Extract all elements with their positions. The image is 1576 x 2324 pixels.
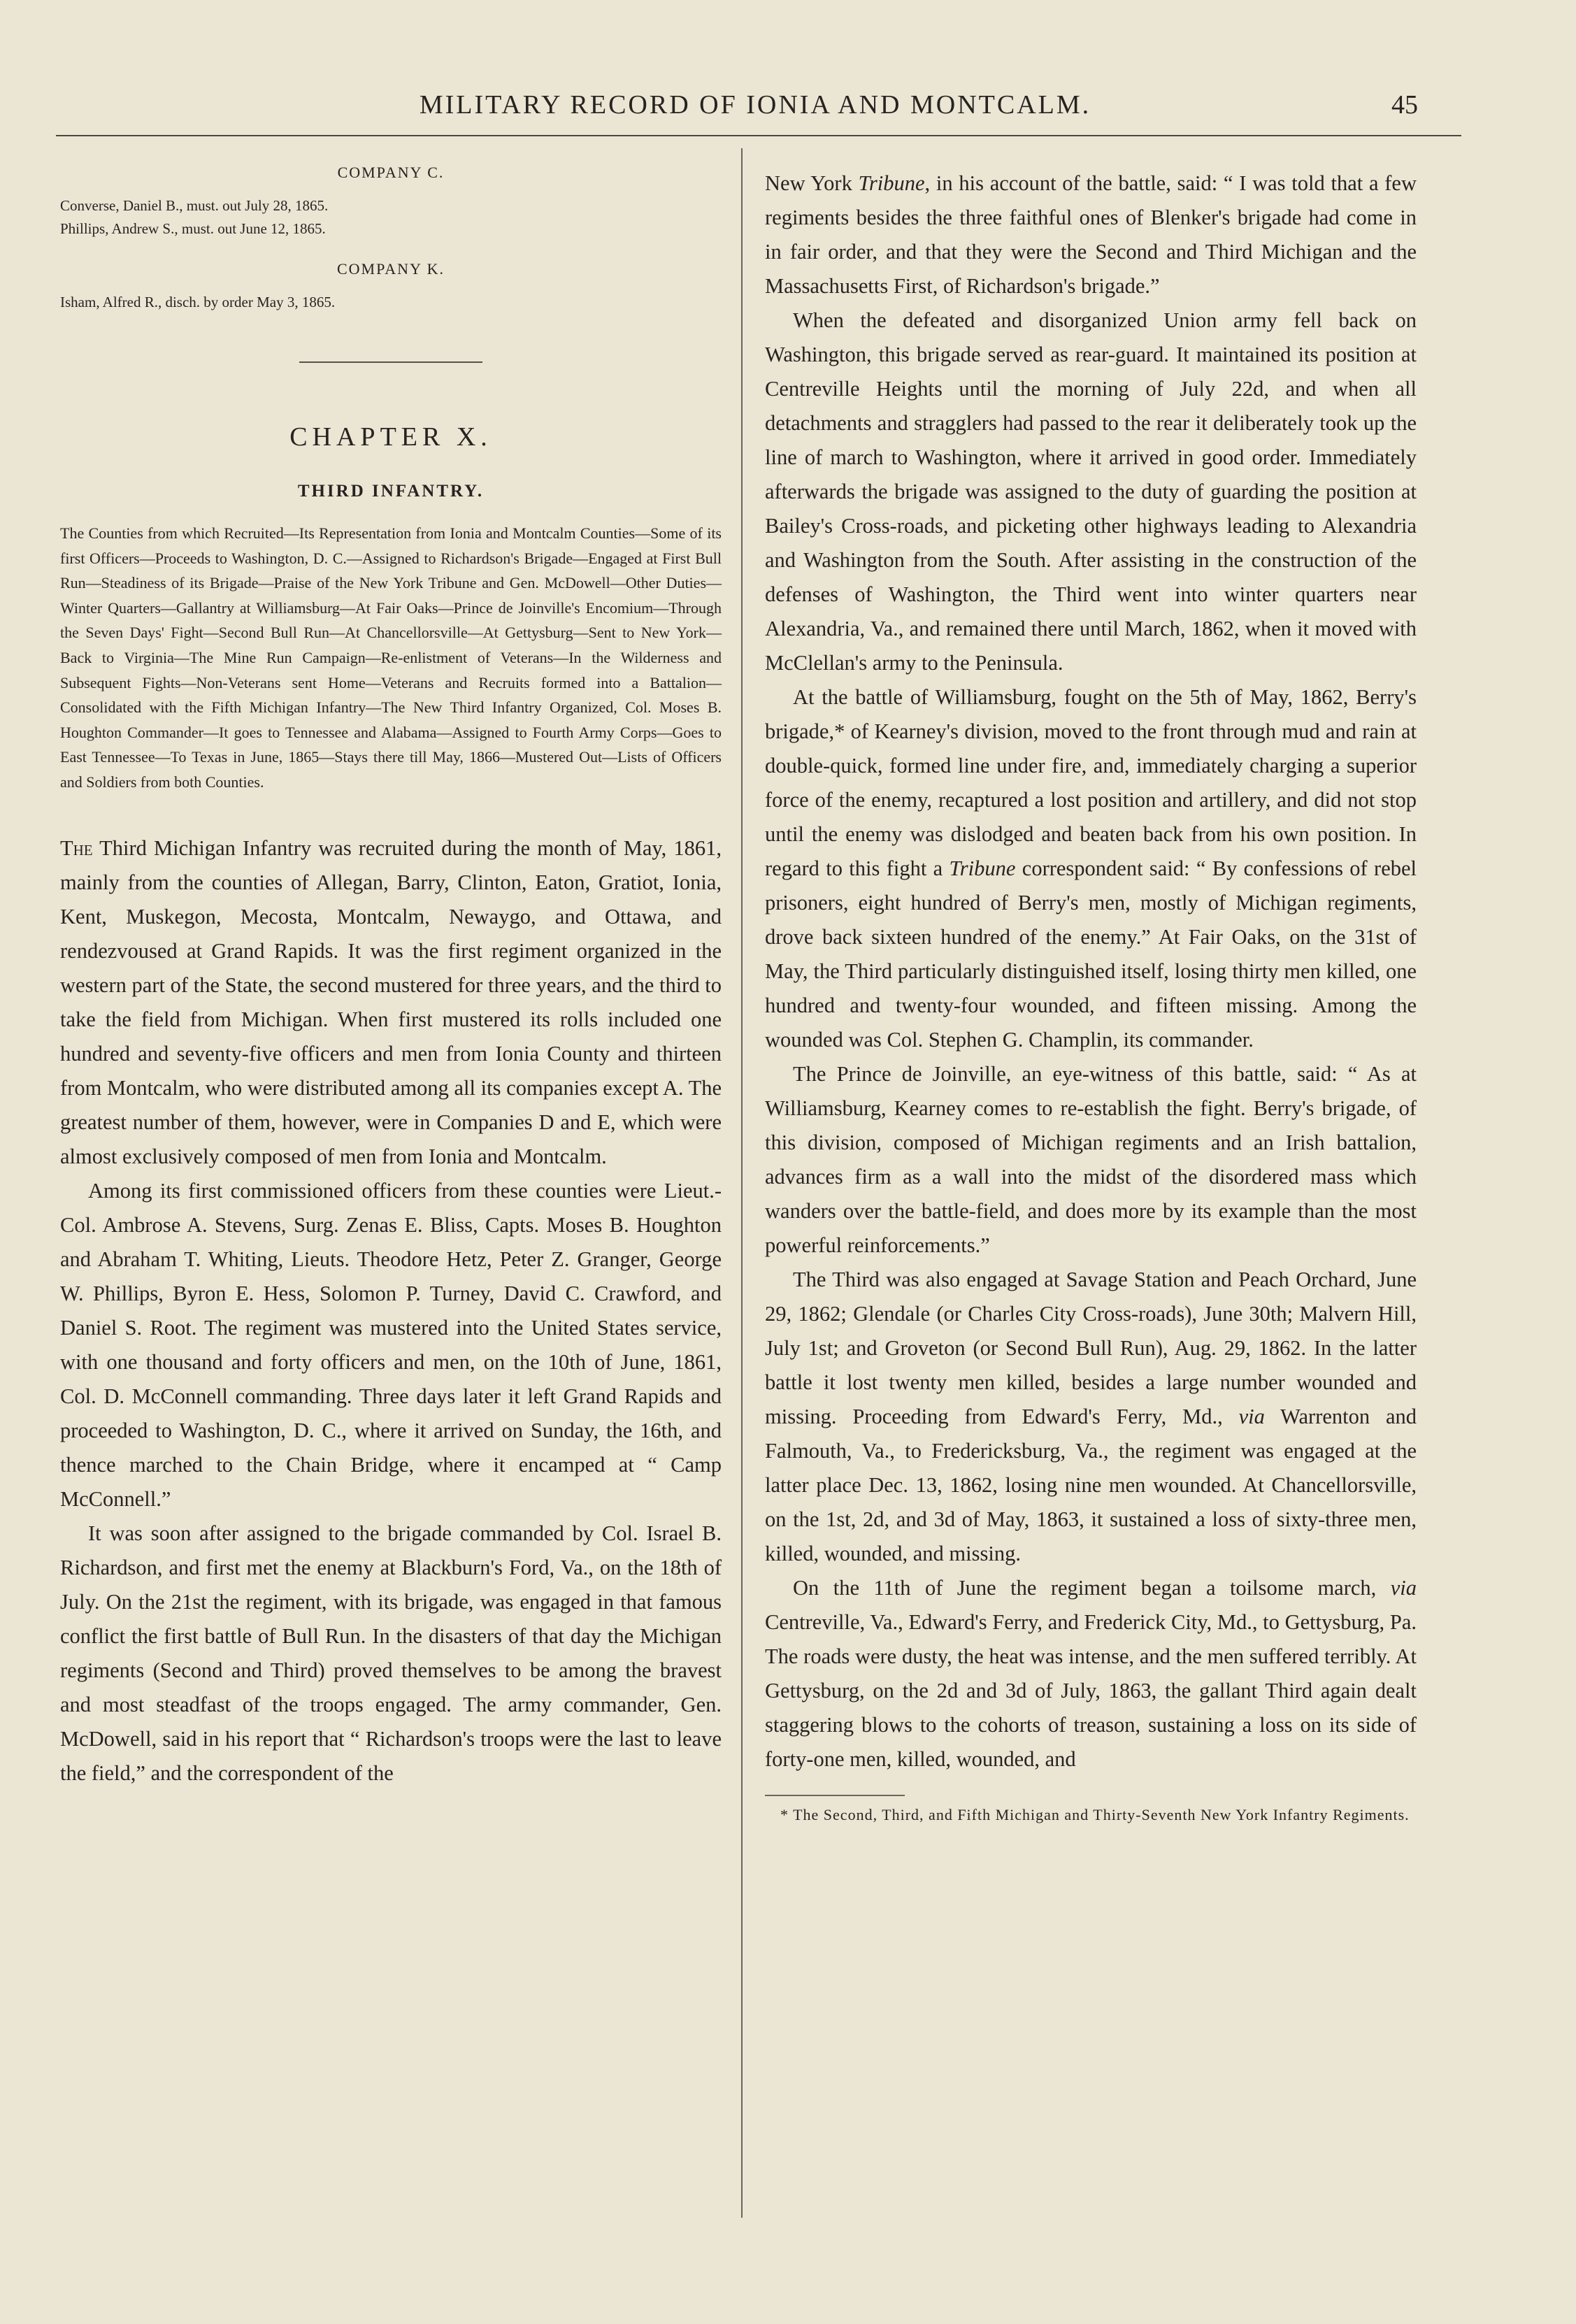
paragraph-text: New York — [765, 171, 859, 195]
paragraph-text: , in his account of the battle, said: “ I was told that a few regiments besides the three faithful ones of Blenker's brigade had come in in fair order, and that they were the Second and Third Michigan and the Massachusetts First, of Richardson's brigade.” — [765, 171, 1417, 298]
paragraph-text: The Third was also engaged at Savage Station and Peach Orchard, June 29, 1862; Glendale (or Charles City Cross-roads), June 30th; Malvern Hill, July 1st; and Groveton (or Second Bull Run), Aug. 29, 1862. In the latter battle it lost twenty men killed, besides a large number wounded and missing. Proceeding from Edward's Ferry, Md., — [765, 1268, 1417, 1428]
body-paragraph — [765, 680, 1417, 1057]
italic-text: via — [1390, 1576, 1417, 1600]
chapter-title: CHAPTER X. — [289, 422, 492, 452]
roster-entry: Phillips, Andrew S., must. out June 12, 1865. — [60, 220, 326, 237]
running-title: MILITARY RECORD OF IONIA AND MONTCALM. — [419, 90, 1091, 120]
footnote-rule — [765, 1795, 905, 1796]
roster-company-c — [60, 164, 722, 241]
paragraph-text: Centreville, Va., Edward's Ferry, and Frederick City, Md., to Gettysburg, Pa. The roads were dusty, the heat was intense, and the men suffered terribly. At Gettysburg, on the 2d and 3d of July, 1863, the gallant Third again dealt staggering blows to the cohorts of treason, sustaining a loss on its side of forty-one men, killed, wounded, and — [765, 1610, 1417, 1771]
section-rule — [299, 361, 482, 363]
body-paragraph — [60, 831, 722, 1174]
right-column — [765, 166, 1417, 1827]
left-column — [60, 164, 722, 1791]
italic-text: via — [1238, 1405, 1265, 1428]
body-paragraph: The Prince de Joinville, an eye-witness of this battle, said: “ As at Williamsburg, Kearney comes to re-establish the fight. Berry's brigade, of this division, composed of Michigan regiments and an Irish battalion, advances firm as a wall into the midst of the disordered mass which wanders over the battle-field, and does more by its example than the most powerful reinforcements.” — [765, 1062, 1417, 1257]
company-heading: COMPANY K. — [336, 260, 445, 278]
header-rule — [56, 135, 1461, 136]
body-paragraph — [765, 1571, 1417, 1777]
paragraph-text: Warrenton and Falmouth, Va., to Fredericksburg, Va., the regiment was engaged at the latter place Dec. 13, 1862, losing nine men wounded. At Chancellorsville, on the 1st, 2d, and 3d of May, 1863, it sustained a loss of sixty-three men, killed, wounded, and missing. — [765, 1405, 1417, 1565]
paragraph-text: correspondent said: “ By confessions of rebel prisoners, eight hundred of Berry's men, mostly of Michigan regiments, drove back sixteen hundred of the enemy.” At Fair Oaks, on the 31st of May, the Third particularly distinguished itself, losing thirty men killed, one hundred and twenty-four wounded, and fifteen missing. Among the wounded was Col. Stephen G. Champlin, its commander. — [765, 856, 1417, 1052]
paragraph-text: At the battle of Williamsburg, fought on the 5th of May, 1862, Berry's brigade,* of Kearney's division, moved to the front through mud and rain at double-quick, formed line under fire, and, immediately charging a superior force of the enemy, recaptured a lost position and artillery, and did not stop until the enemy was dislodged and beaten back from his own position. In regard to this fight a — [765, 685, 1417, 880]
roster-entry: Isham, Alfred R., disch. by order May 3, 1865. — [60, 294, 336, 310]
paragraph-text: On the 11th of June the regiment began a toilsome march, — [793, 1576, 1391, 1600]
lead-word: The — [60, 835, 93, 860]
chapter-synopsis: The Counties from which Recruited—Its Representation from Ionia and Montcalm Counties—Some of its first Officers—Proceeds to Washington, D. C.—Assigned to Richardson's Brigade—Engaged at First Bull Run—Steadiness of its Brigade—Praise of the New York Tribune and Gen. McDowell—Other Duties—Winter Quarters—Gallantry at Williamsburg—At Fair Oaks—Prince de Joinville's Encomium—Through the Seven Days' Fight—Second Bull Run—At Chancellorsville—At Gettysburg—Sent to New York—Back to Virginia—The Mine Run Campaign—Re-enlistment of Veterans—In the Wilderness and Subsequent Fights—Non-Veterans sent Home—Veterans and Recruits formed into a Battalion—Consolidated with the Fifth Michigan Infantry—The New Third Infantry Organized, Col. Moses B. Houghton Commander—It goes to Tennessee and Alabama—Assigned to Fourth Army Corps—Goes to East Tennessee—To Texas in June, 1865—Stays there till May, 1866—Mustered Out—Lists of Officers and Soldiers from both Counties. — [60, 524, 722, 791]
italic-text: Tribune — [858, 171, 925, 195]
roster-entry: Converse, Daniel B., must. out July 28, 1865. — [60, 197, 329, 214]
paragraph-text: Third Michigan Infantry was recruited during the month of May, 1861, mainly from the counties of Allegan, Barry, Clinton, Eaton, Gratiot, Ionia, Kent, Muskegon, Mecosta, Montcalm, Newaygo, and Ottawa, and rendezvoused at Grand Rapids. It was the first regiment organized in the western part of the State, the second mustered for three years, and the third to take the field from Michigan. When first mustered its rolls included one hundred and seventy-five officers and men from Ionia County and thirteen from Montcalm, who were distributed among all its companies except A. The greatest number of them, however, were in Companies D and E, which were almost exclusively composed of men from Ionia and Montcalm. — [60, 835, 722, 1168]
body-paragraph: When the defeated and disorganized Union army fell back on Washington, this brigade served as rear-guard. It maintained its position at Centreville Heights until the morning of July 22d, and when all detachments and stragglers had passed to the rear it deliberately took up the line of march to Washington, where it arrived in good order. Immediately afterwards the brigade was assigned to the duty of guarding the position at Bailey's Cross-roads, and picketing other highways leading to Alexandria and Washington from the South. After assisting in the construction of the defenses of Washington, the Third went into winter quarters near Alexandria, Va., and remained there until March, 1862, when it moved with McClellan's army to the Peninsula. — [765, 308, 1417, 675]
page-number: 45 — [1391, 90, 1418, 120]
body-paragraph: Among its first commissioned officers from these counties were Lieut.-Col. Ambrose A. Stevens, Surg. Zenas E. Bliss, Capts. Moses B. Houghton and Abraham T. Whiting, Lieuts. Theodore Hetz, Peter Z. Granger, George W. Phillips, Byron E. Hess, Solomon P. Turney, David C. Crawford, and Daniel S. Root. The regiment was mustered into the United States service, with one thousand and forty officers and men, on the 10th of June, 1861, Col. D. McConnell commanding. Three days later it left Grand Rapids and proceeded to Washington, D. C., where it arrived on Sunday, the 16th, and thence marched to the Chain Bridge, where it encamped at “ Camp McConnell.” — [60, 1178, 722, 1511]
body-paragraph — [765, 166, 1417, 303]
italic-text: Tribune — [949, 856, 1016, 880]
company-heading: COMPANY C. — [337, 164, 445, 181]
body-paragraph: It was soon after assigned to the brigade commanded by Col. Israel B. Richardson, and first met the enemy at Blackburn's Ford, Va., on the 18th of July. On the 21st the regiment, with its brigade, was engaged in that famous conflict the first battle of Bull Run. In the disasters of that day the Michigan regiments (Second and Third) proved themselves to be among the bravest and most steadfast of the troops engaged. The army commander, Gen. McDowell, said in his report that “ Richardson's troops were the last to leave the field,” and the correspondent of the — [60, 1521, 722, 1785]
body-paragraph — [765, 1263, 1417, 1571]
footnote: * The Second, Third, and Fifth Michigan and Thirty-Seventh New York Infantry Regiments. — [780, 1806, 1410, 1823]
roster-company-k — [60, 260, 722, 314]
chapter-subtitle: THIRD INFANTRY. — [297, 482, 485, 501]
column-divider — [741, 148, 743, 2218]
